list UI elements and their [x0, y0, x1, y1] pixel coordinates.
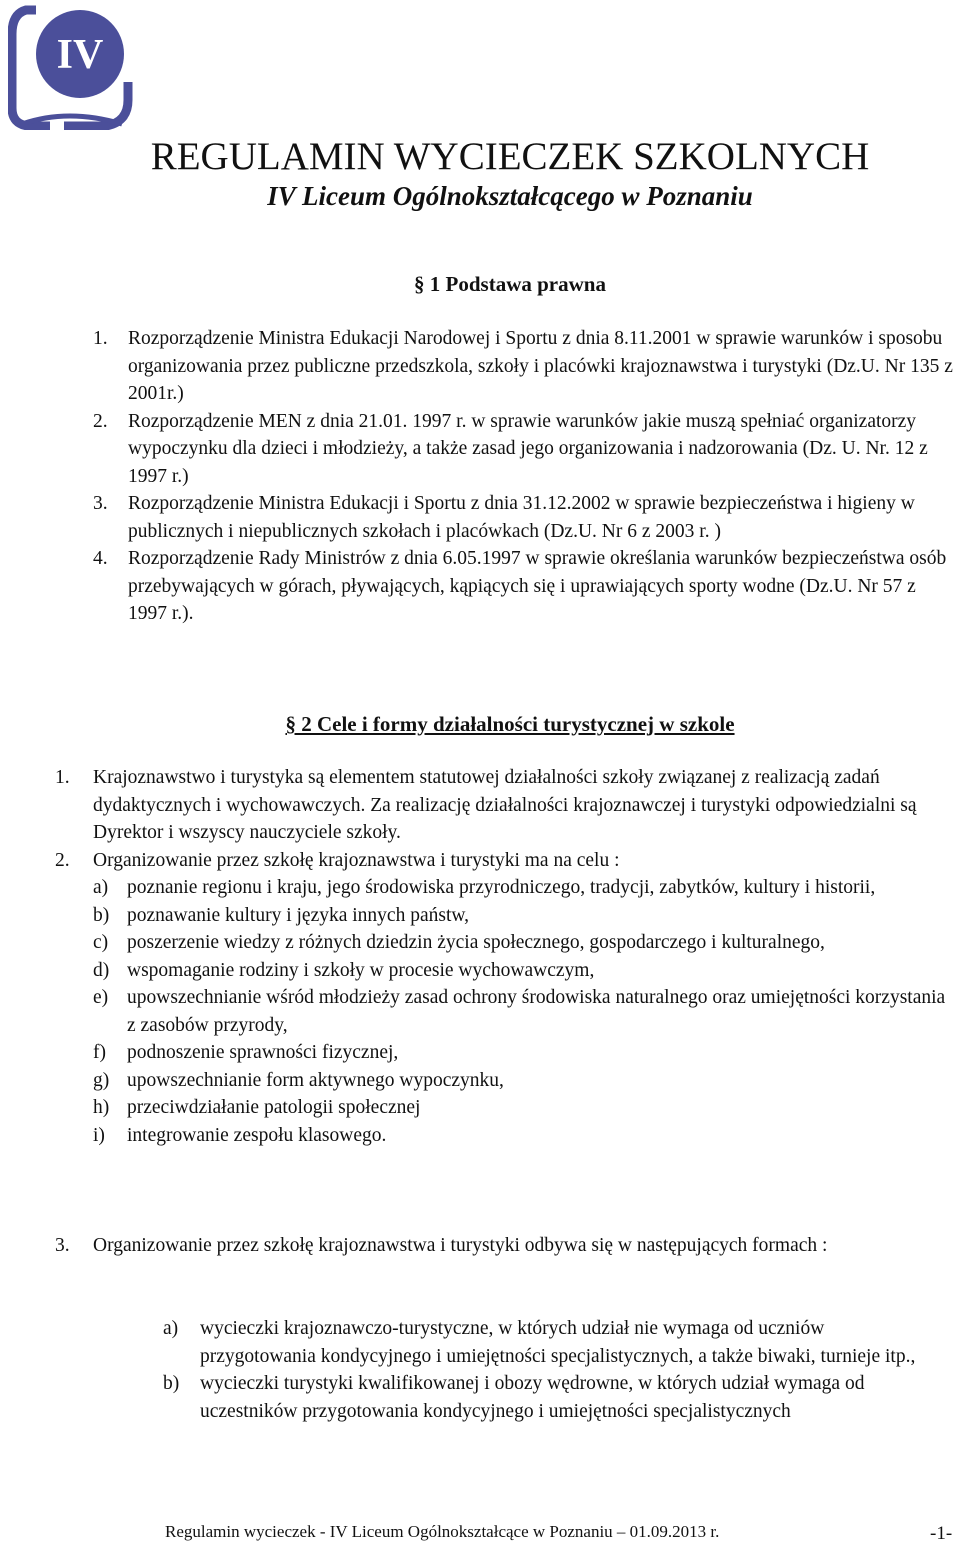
- goals-sublist: [93, 874, 955, 1149]
- sub-text: poszerzenie wiedzy z różnych dziedzin życia społecznego, gospodarczego i kulturalnego,: [127, 932, 825, 953]
- list-item: [55, 764, 955, 847]
- page-number: -1-: [930, 1523, 953, 1544]
- sub-number: a): [93, 877, 109, 898]
- forms-sublist: [163, 1315, 923, 1425]
- sub-text: upowszechnianie wśród młodzieży zasad ochrony środowiska naturalnego oraz umiejętności korzystania z zasobów przyrody,: [127, 987, 946, 1036]
- item-text: Rozporządzenie Ministra Edukacji i Sportu z dnia 31.12.2002 w sprawie bezpieczeństwa i higieny w publicznych i niepublicznych szkołach i placówkach (Dz.U. Nr 6 z 2003 r. ): [128, 493, 915, 542]
- sublist-item: [93, 1067, 955, 1095]
- sublist-item: [93, 874, 955, 902]
- item-number: 1.: [55, 767, 70, 788]
- list-item: [93, 490, 955, 545]
- sublist-item: [93, 929, 955, 957]
- sub-number: g): [93, 1069, 110, 1091]
- sublist-item: [93, 957, 955, 985]
- item-number: 2.: [55, 849, 70, 871]
- sub-number: c): [93, 932, 109, 953]
- list-item: [93, 545, 955, 628]
- list-item: [93, 408, 955, 491]
- list-item: [55, 847, 955, 1150]
- list-item: [55, 1232, 910, 1260]
- sub-text: poznanie regionu i kraju, jego środowiska przyrodniczego, tradycji, zabytków, kultury i historii,: [127, 877, 876, 898]
- sub-number: h): [93, 1097, 110, 1118]
- sublist-item: [93, 1122, 955, 1150]
- item-text: Krajoznawstwo i turystyka są elementem statutowej działalności szkoły związanej z realizacją zadań dydaktycznych i wychowawczych. Za realizację działalności krajoznawczej i turystyki odpowiedzialni są Dyrektor i wszyscy nauczyciele szkoły.: [93, 767, 917, 843]
- item-text: Rozporządzenie MEN z dnia 21.01. 1997 r. w sprawie warunków jakie muszą spełniać organizatorzy wypoczynku dla dzieci i młodzieży, a także zasad jego organizowania i nadzorowania (Dz. U. Nr. 12 z 1997 r.): [128, 410, 928, 487]
- sublist-item: [163, 1370, 923, 1425]
- sub-number: a): [163, 1318, 179, 1339]
- legal-basis-list: [93, 325, 955, 628]
- forms-intro: [55, 1232, 910, 1260]
- sublist-item: [93, 1094, 955, 1122]
- sublist-item: [93, 984, 955, 1039]
- sub-number: f): [93, 1042, 106, 1063]
- document-title: REGULAMIN WYCIECZEK SZKOLNYCH: [150, 135, 870, 178]
- sub-number: i): [93, 1124, 105, 1146]
- sublist-item: [163, 1315, 923, 1370]
- item-text: Organizowanie przez szkołę krajoznawstwa i turystyki ma na celu :: [93, 849, 620, 871]
- sublist-item: [93, 902, 955, 930]
- sub-text: przeciwdziałanie patologii społecznej: [127, 1097, 421, 1118]
- goals-list: [55, 764, 955, 1149]
- sub-number: d): [93, 959, 110, 981]
- sub-text: upowszechnianie form aktywnego wypoczynku,: [127, 1069, 504, 1091]
- item-number: 1.: [93, 328, 108, 349]
- item-number: 2.: [93, 410, 108, 432]
- item-number: 3.: [55, 1235, 70, 1256]
- school-logo: [8, 4, 134, 130]
- page-footer: Regulamin wycieczek - IV Liceum Ogólnokształcące w Poznaniu – 01.09.2013 r.: [165, 1522, 720, 1541]
- logo-text: IV: [56, 32, 104, 78]
- sub-text: wycieczki krajoznawczo-turystyczne, w których udział nie wymaga od uczniów przygotowania kondycyjnego i umiejętności specjalistycznych, a także biwaki, turnieje itp.,: [200, 1318, 916, 1367]
- sub-number: b): [93, 904, 110, 926]
- sublist-item: [93, 1039, 955, 1067]
- document-subtitle: IV Liceum Ogólnokształcącego w Poznaniu: [267, 181, 753, 211]
- sub-text: wycieczki turystyki kwalifikowanej i obozy wędrowne, w których udział wymaga od uczestników przygotowania kondycyjnego i umiejętności specjalistycznych: [200, 1373, 865, 1422]
- item-text: Rozporządzenie Ministra Edukacji Narodowej i Sportu z dnia 8.11.2001 w sprawie warunków i sposobu organizowania przez publiczne przedszkola, szkoły i placówki krajoznawstwa i turystyki (Dz.U. Nr 135 z 2001r.): [128, 328, 953, 404]
- sub-number: e): [93, 987, 109, 1008]
- section-1-heading: § 1 Podstawa prawna: [414, 272, 606, 296]
- sub-text: integrowanie zespołu klasowego.: [127, 1124, 387, 1146]
- sub-text: podnoszenie sprawności fizycznej,: [127, 1042, 399, 1063]
- item-number: 3.: [93, 493, 108, 514]
- section-2-heading: § 2 Cele i formy działalności turystycznej w szkole: [285, 712, 735, 736]
- item-number: 4.: [93, 548, 108, 569]
- item-text: Rozporządzenie Rady Ministrów z dnia 6.05.1997 w sprawie określania warunków bezpieczeństwa osób przebywających w górach, pływających, kąpiących się i uprawiających sporty wodne (Dz.U. Nr 57 z 1997 r.).: [128, 548, 947, 624]
- item-text: Organizowanie przez szkołę krajoznawstwa i turystyki odbywa się w następujących formach :: [93, 1235, 828, 1256]
- sub-text: wspomaganie rodziny i szkoły w procesie wychowawczym,: [127, 959, 595, 981]
- sub-text: poznawanie kultury i języka innych państw,: [127, 904, 470, 926]
- list-item: [93, 325, 955, 408]
- sub-number: b): [163, 1373, 180, 1394]
